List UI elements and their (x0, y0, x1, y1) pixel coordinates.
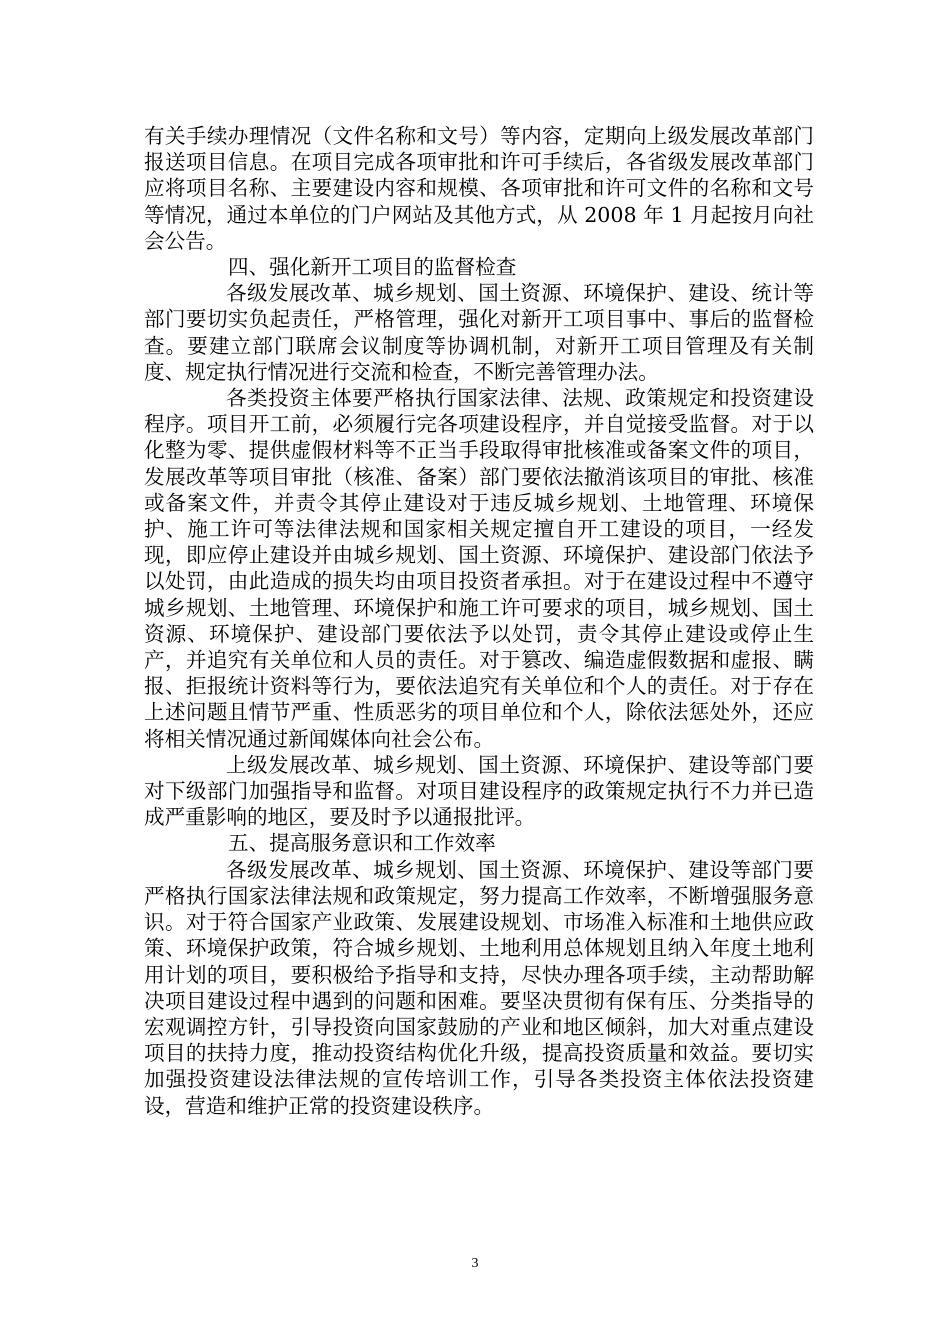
document-body (144, 123, 814, 1119)
paragraph-continued: 有关手续办理情况（文件名称和文号）等内容，定期向上级发展改革部门报送项目信息。在项目完成各项审批和许可手续后，各省级发展改革部门应将项目名称、主要建设内容和规模、各项审批和许可文件的名称和文号等情况，通过本单位的门户网站及其他方式，从 2008 年 1 月起按月向社会公告。 (144, 124, 814, 253)
section-heading-5: 五、提高服务意识和工作效率 (228, 831, 496, 856)
page-number: 3 (471, 1256, 479, 1271)
paragraph-investors: 各类投资主体要严格执行国家法律、法规、政策规定和投资建设程序。项目开工前，必须履行完各项建设程序，并自觉接受监督。对于以化整为零、提供虚假材料等不正当手段取得审批核准或备案文件的项目，发展改革等项目审批（核准、备案）部门要依法撤消该项目的审批、核准或备案文件，并责令其停止建设对于违反城乡规划、土地管理、环境保护、施工许可等法律法规和国家相关规定擅自开工建设的项目，一经发现，即应停止建设并由城乡规划、国土资源、环境保护、建设部门依法予以处罚，由此造成的损失均由项目投资者承担。对于在建设过程中不遵守城乡规划、土地管理、环境保护和施工许可要求的项目，城乡规划、国土资源、环境保护、建设部门要依法予以处罚，责令其停止建设或停止生产，并追究有关单位和人员的责任。对于篡改、编造虚假数据和虚报、瞒报、拒报统计资料等行为，要依法追究有关单位和个人的责任。对于存在上述问题且情节严重、性质恶劣的项目单位和个人，除依法惩处外，还应将相关情况通过新闻媒体向社会公布。 (144, 386, 814, 751)
paragraph-supervision: 各级发展改革、城乡规划、国土资源、环境保护、建设、统计等部门要切实负起责任，严格管理，强化对新开工项目事中、事后的监督检查。要建立部门联席会议制度等协调机制，对新开工项目管理及有关制度、规定执行情况进行交流和检查，不断完善管理办法。 (144, 281, 814, 384)
section-heading-4: 四、强化新开工项目的监督检查 (228, 255, 517, 280)
paragraph-service: 各级发展改革、城乡规划、国土资源、环境保护、建设等部门要严格执行国家法律法规和政策规定，努力提高工作效率，不断增强服务意识。对于符合国家产业政策、发展建设规划、市场准入标准和土地供应政策、环境保护政策，符合城乡规划、土地利用总体规划且纳入年度土地利用计划的项目，要积极给予指导和支持，尽快办理各项手续，主动帮助解决项目建设过程中遇到的问题和困难。要坚决贯彻有保有压、分类指导的宏观调控方针，引导投资向国家鼓励的产业和地区倾斜，加大对重点建设项目的扶持力度，推动投资结构优化升级，提高投资质量和效益。要切实加强投资建设法律法规的宣传培训工作，引导各类投资主体依法投资建设，营造和维护正常的投资建设秩序。 (144, 857, 814, 1118)
paragraph-guidance: 上级发展改革、城乡规划、国土资源、环境保护、建设等部门要对下级部门加强指导和监督。对项目建设程序的政策规定执行不力并已造成严重影响的地区，要及时予以通报批评。 (144, 752, 814, 830)
